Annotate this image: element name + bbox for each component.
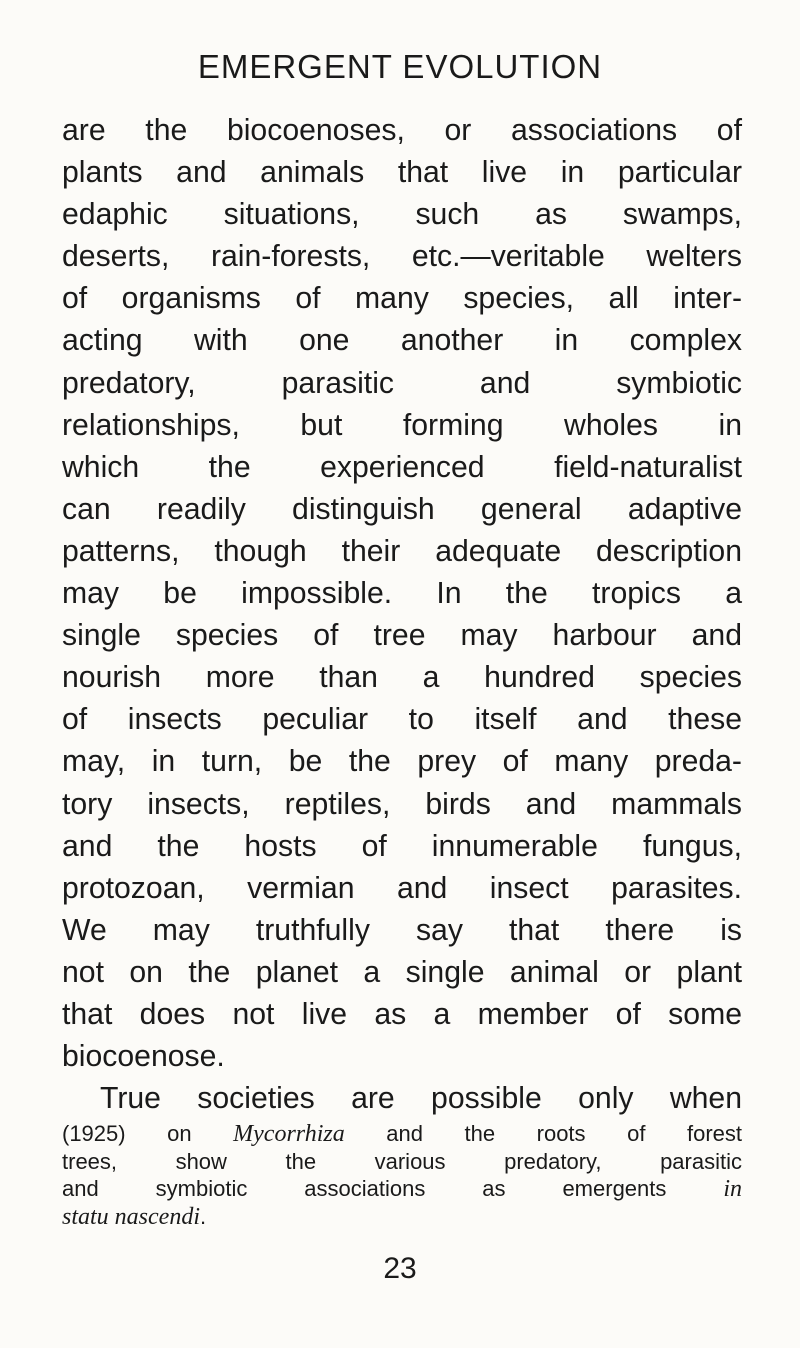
footnote-text: and the roots of forest	[344, 1121, 742, 1146]
footnote	[62, 1120, 742, 1230]
text-line: may be impossible. In the tropics a	[62, 577, 742, 611]
footnote-text: .	[200, 1203, 207, 1229]
footnote-line	[62, 1120, 742, 1148]
text-line: plants and animals that live in particular	[62, 156, 742, 190]
footnote-italic-text: in	[723, 1176, 742, 1202]
body-paragraph	[62, 110, 742, 1120]
text-line: patterns, though their adequate description	[62, 534, 742, 568]
footnote-text: and symbiotic associations as emergents	[62, 1176, 724, 1201]
text-line: which the experienced field-naturalist	[62, 450, 742, 484]
text-line: and the hosts of innumerable fungus,	[62, 829, 742, 863]
footnote-line: trees, show the various predatory, parasitic	[62, 1148, 742, 1174]
text-line: that does not live as a member of some	[62, 997, 742, 1031]
text-line: of insects peculiar to itself and these	[62, 703, 742, 737]
text-line: relationships, but forming wholes in	[62, 408, 742, 442]
text-line: are the biocoenoses, or associations of	[62, 114, 742, 147]
footnote-italic-text: Mycorrhiza	[233, 1121, 345, 1147]
text-line: can readily distinguish general adaptive	[62, 492, 742, 526]
text-line: of organisms of many species, all inter-	[62, 282, 742, 316]
text-line: acting with one another in complex	[62, 324, 742, 358]
text-line: may, in turn, be the prey of many preda-	[62, 745, 742, 779]
footnote-italic-text: statu nascendi	[62, 1203, 200, 1230]
text-line: True societies are possible only when	[100, 1082, 742, 1116]
running-head: EMERGENT EVOLUTION	[197, 48, 603, 85]
footnote-text: (1925) on	[62, 1121, 234, 1146]
text-line: We may truthfully say that there is	[62, 913, 742, 947]
text-line: deserts, rain-forests, etc.—veritable welters	[62, 240, 742, 274]
text-line: protozoan, vermian and insect parasites.	[62, 871, 742, 905]
footnote-line	[62, 1175, 742, 1203]
text-line: biocoenose.	[62, 1040, 225, 1074]
text-line: nourish more than a hundred species	[62, 661, 742, 695]
footnote-line	[62, 1203, 742, 1231]
text-line: tory insects, reptiles, birds and mammals	[62, 787, 742, 821]
text-line: predatory, parasitic and symbiotic	[62, 366, 742, 400]
text-line: single species of tree may harbour and	[62, 619, 742, 653]
text-line: not on the planet a single animal or plant	[62, 955, 742, 989]
text-line: edaphic situations, such as swamps,	[62, 198, 742, 232]
page-number: 23	[383, 1252, 417, 1285]
